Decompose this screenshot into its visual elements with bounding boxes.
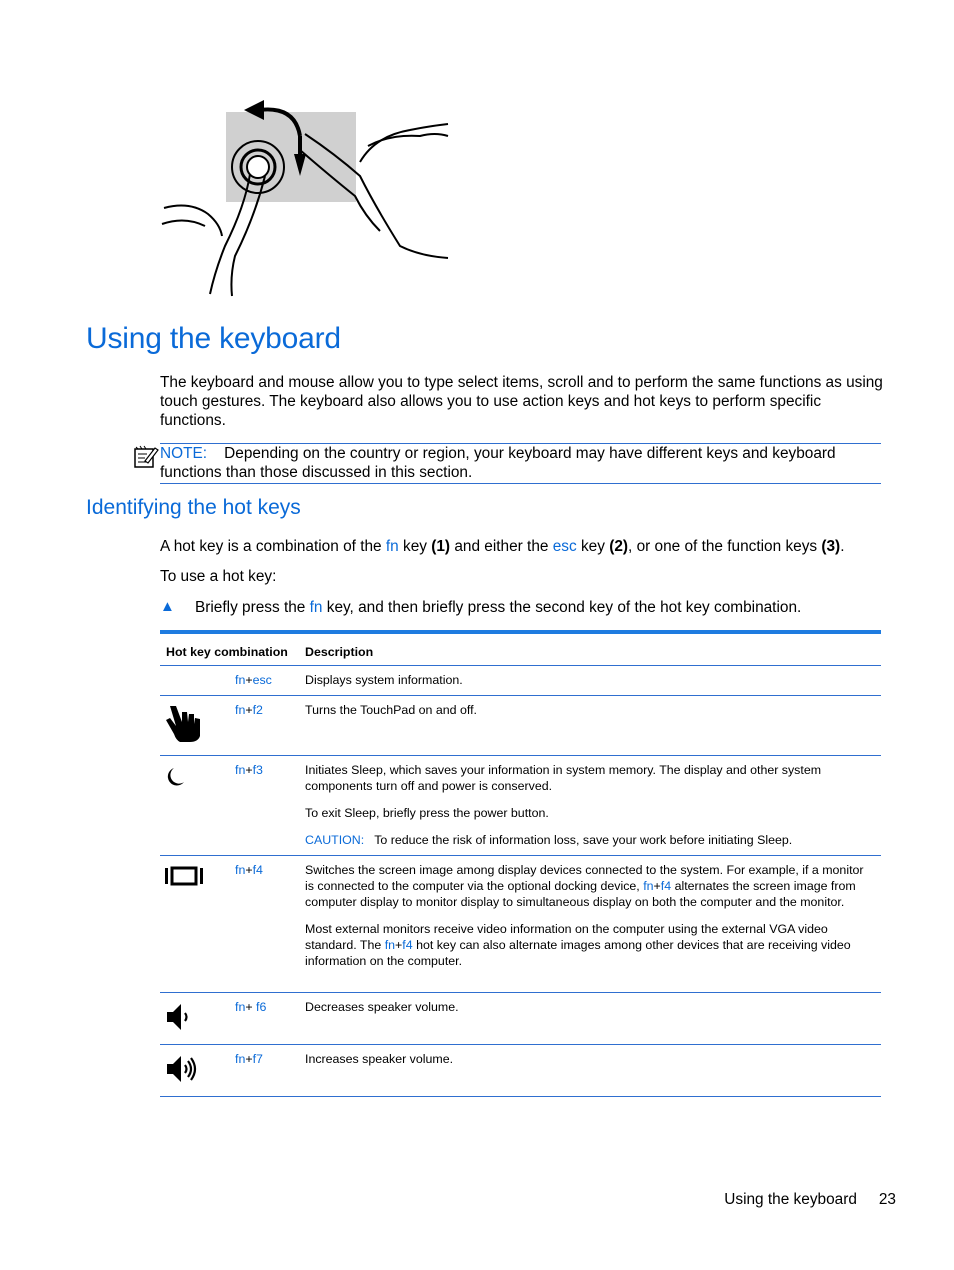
key-second: f7	[252, 1052, 263, 1066]
hotkey-combo	[235, 672, 272, 688]
hotkey-definition	[160, 537, 844, 556]
table-header-row	[160, 634, 881, 666]
section-title: Identifying the hot keys	[86, 496, 301, 519]
table-row	[160, 696, 881, 756]
plus: +	[395, 938, 403, 952]
plus: +	[245, 673, 253, 687]
callout-number: (2)	[609, 538, 629, 555]
key-second: f4	[402, 938, 413, 952]
desc-paragraph: To exit Sleep, briefly press the power button.	[305, 806, 549, 820]
page-title: Using the keyboard	[86, 322, 341, 355]
text-segment: key	[576, 538, 610, 555]
table-row	[160, 993, 881, 1045]
display-switch-icon	[164, 864, 204, 892]
text-segment: Switches the screen image among display devices connected to the system. For example, if a monitor is connected to the computer via the optional docking device,	[305, 863, 864, 893]
row-description: Turns the TouchPad on and off.	[305, 703, 477, 717]
table-row	[160, 1045, 881, 1097]
page-footer	[724, 1191, 896, 1209]
sleep-moon-icon	[164, 764, 188, 792]
plus: +	[245, 1000, 257, 1014]
to-use-text: To use a hot key:	[160, 568, 277, 585]
text-segment: alternates the screen image from computer display to monitor display to simultaneous display on both the computer and the monitor.	[305, 879, 856, 909]
note-text: Depending on the country or region, your keyboard may have different keys and keyboard functions than those discussed in this section.	[160, 445, 836, 481]
plus: +	[245, 703, 253, 717]
callout-number: (3)	[821, 538, 841, 555]
hotkey-combo	[235, 1051, 263, 1067]
note-pencil-icon	[133, 445, 159, 469]
key-fn: fn	[235, 1000, 246, 1014]
table-row	[160, 666, 881, 696]
row-description	[305, 762, 875, 859]
plus: +	[653, 879, 661, 893]
fn-key-term: fn	[385, 538, 399, 555]
key-second: f4	[252, 863, 263, 877]
desc-paragraph	[305, 862, 875, 910]
text-segment: hot key can also alternate images among other devices that are receiving video information on the computer.	[305, 938, 851, 968]
desc-paragraph	[305, 921, 875, 969]
key-fn: fn	[643, 879, 654, 893]
bullet-triangle-icon: ▲	[160, 598, 175, 615]
note-box	[160, 443, 881, 484]
plus: +	[245, 863, 253, 877]
callout-number: (1)	[431, 538, 451, 555]
key-second: esc	[252, 673, 272, 687]
rotate-gesture-illustration	[160, 96, 452, 298]
row-description	[305, 862, 875, 980]
row-description: Displays system information.	[305, 673, 463, 687]
text-segment: , or one of the function keys	[628, 538, 822, 555]
text-segment: key	[398, 538, 432, 555]
hotkey-combo	[235, 862, 263, 878]
caution-text: To reduce the risk of information loss, save your work before initiating Sleep.	[374, 833, 793, 847]
speaker-volume-down-icon	[164, 1001, 196, 1037]
text-segment: and either the	[450, 538, 553, 555]
caution-label: CAUTION:	[305, 833, 365, 847]
key-fn: fn	[235, 1052, 246, 1066]
hotkey-combo	[235, 762, 263, 778]
caution-line	[305, 832, 875, 848]
fn-key-term: fn	[309, 599, 323, 616]
key-fn: fn	[235, 703, 246, 717]
key-fn: fn	[235, 763, 246, 777]
header-description: Description	[305, 645, 374, 659]
key-fn: fn	[384, 938, 396, 952]
key-second: f4	[660, 879, 672, 893]
speaker-volume-up-icon	[164, 1053, 198, 1089]
key-second: f2	[252, 703, 263, 717]
touchpad-hand-icon	[164, 704, 204, 748]
text-segment: Most external monitors receive video information on the computer using the external VGA video standard. The	[305, 922, 828, 952]
text-segment: A hot key is a combination of the	[160, 538, 386, 555]
row-description: Increases speaker volume.	[305, 1052, 454, 1066]
footer-label: Using the keyboard	[724, 1191, 857, 1208]
key-second: f3	[252, 763, 263, 777]
text-segment: Briefly press the	[195, 599, 310, 616]
desc-paragraph: Initiates Sleep, which saves your information in system memory. The display and other system components turn off and power is conserved.	[305, 763, 822, 793]
row-description: Decreases speaker volume.	[305, 1000, 459, 1014]
intro-paragraph: The keyboard and mouse allow you to type select items, scroll and to perform the same functions as using touch gestures. The keyboard also allows you to use action keys and hot keys to perform specific functions.	[160, 374, 883, 429]
hotkey-combo	[235, 702, 263, 718]
plus: +	[245, 763, 253, 777]
hotkey-table	[160, 630, 881, 1097]
table-row	[160, 856, 881, 993]
bullet-step	[195, 598, 801, 617]
esc-key-term: esc	[552, 538, 577, 555]
note-text-block	[160, 444, 881, 482]
page-number: 23	[878, 1191, 896, 1208]
note-label: NOTE:	[160, 445, 208, 462]
hotkey-combo	[235, 999, 266, 1015]
key-fn: fn	[235, 863, 246, 877]
text-segment: key, and then briefly press the second key of the hot key combination.	[322, 599, 802, 616]
key-second: f6	[256, 1000, 267, 1014]
key-fn: fn	[235, 673, 246, 687]
table-row	[160, 756, 881, 856]
header-combination: Hot key combination	[166, 645, 288, 659]
plus: +	[245, 1052, 253, 1066]
text-segment: .	[840, 538, 845, 555]
